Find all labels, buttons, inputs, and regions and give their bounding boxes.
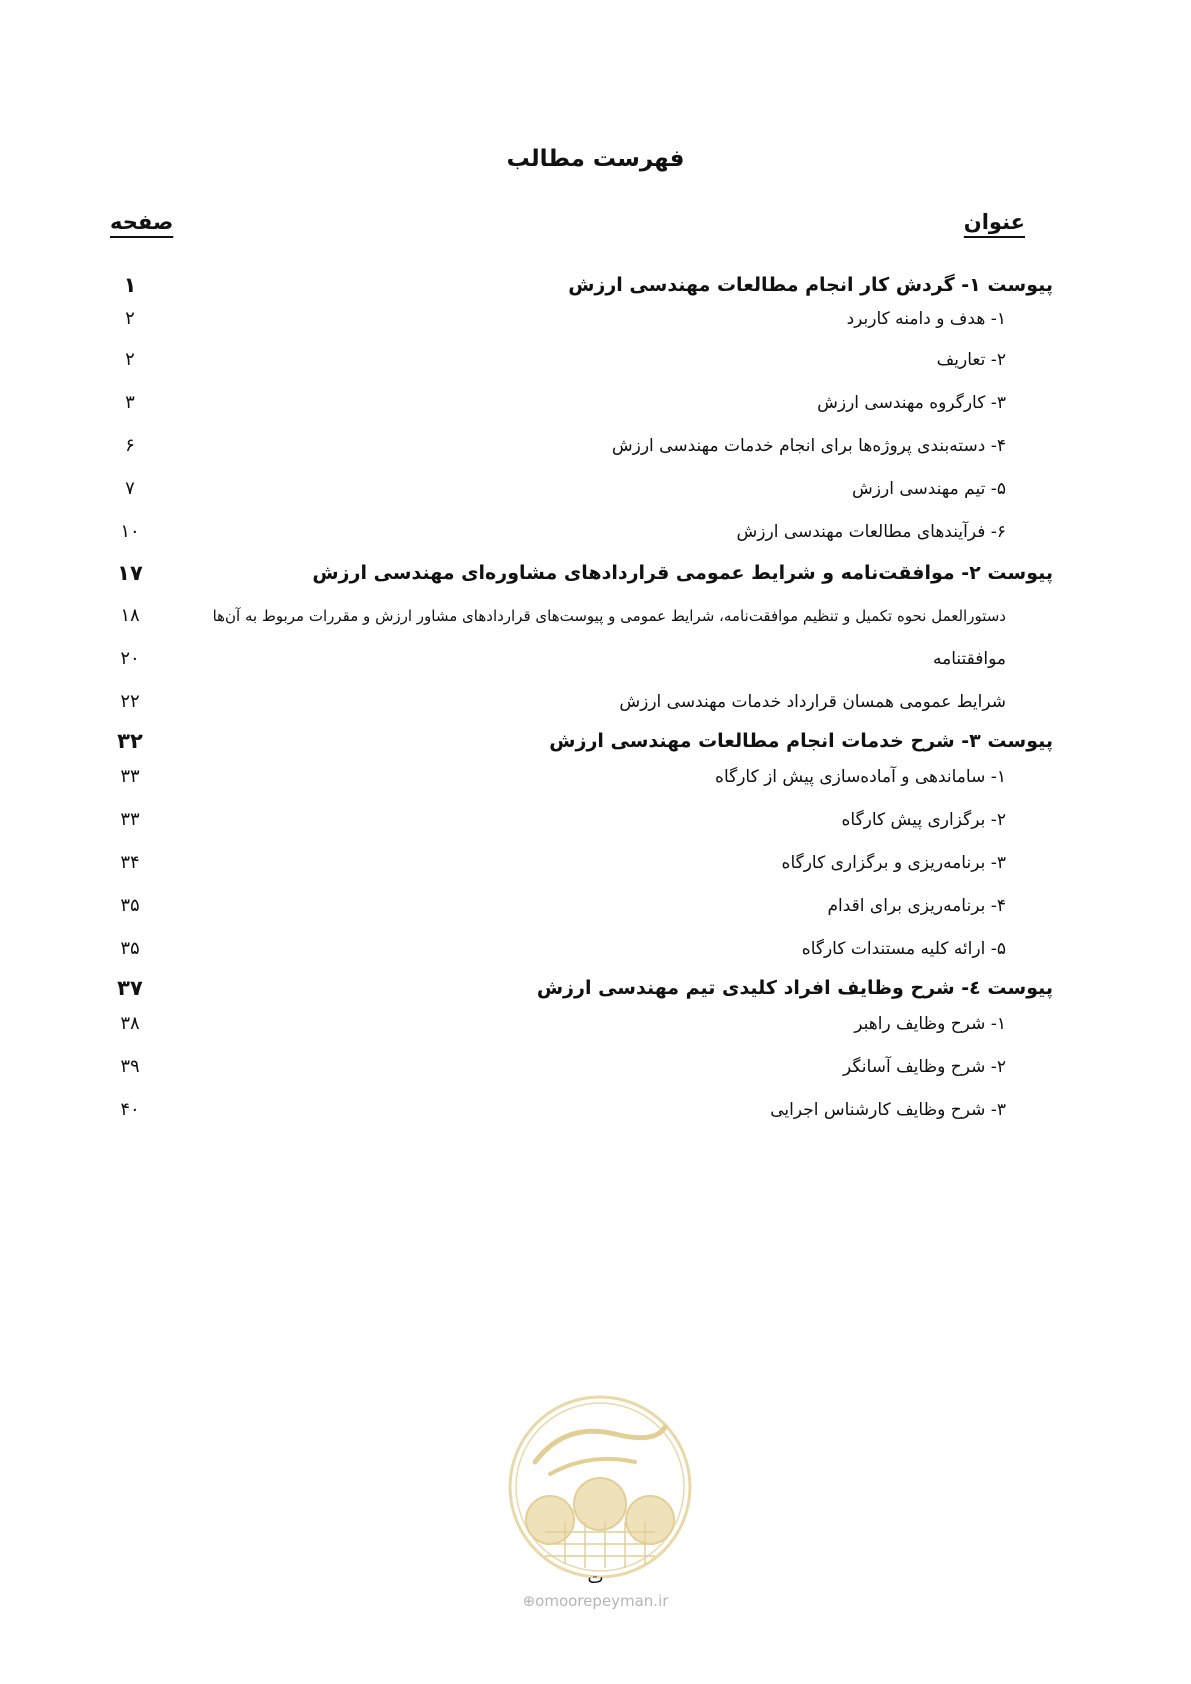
toc-entry[interactable] bbox=[0, 601, 1191, 631]
toc-entry-title: ۶- فرآیندهای مطالعات مهندسی ارزش bbox=[736, 522, 1006, 542]
toc-entry-title: ۴- دسته‌بندی پروژه‌ها برای انجام خدمات مهندسی ارزش bbox=[611, 436, 1006, 456]
toc-entry-page: ۳۴ bbox=[120, 852, 140, 873]
toc-entry-page: ۲۰ bbox=[120, 648, 140, 669]
toc-entry-title: پیوست ۲- موافقت‌نامه و شرایط عمومی قراردادهای مشاوره‌ای مهندسی ارزش bbox=[312, 562, 1053, 584]
toc-entry-page: ۳۳ bbox=[120, 766, 140, 787]
watermark-seal-icon bbox=[505, 1392, 695, 1582]
toc-entry-title: ۱- هدف و دامنه کاربرد bbox=[846, 309, 1006, 329]
toc-entry-page: ۳۸ bbox=[120, 1013, 140, 1034]
toc-entry-title: ۵- ارائه کلیه مستندات کارگاه bbox=[801, 939, 1006, 959]
toc-entry-page: ۲۲ bbox=[120, 691, 140, 712]
toc-entry[interactable] bbox=[0, 431, 1191, 461]
toc-entry[interactable] bbox=[0, 848, 1191, 878]
toc-entry-title: ۵- تیم مهندسی ارزش bbox=[852, 479, 1006, 499]
toc-entry-title: دستورالعمل نحوه تکمیل و تنظیم موافقت‌نامه، شرایط عمومی و پیوست‌های قراردادهای مشاور ارزش و مقررات مربوط به آن‌ها bbox=[212, 607, 1006, 625]
toc-entry-page: ۷ bbox=[125, 478, 135, 499]
toc-entry-title: ۲- برگزاری پیش کارگاه bbox=[841, 810, 1006, 830]
toc-entry-title: ۲- تعاریف bbox=[936, 350, 1006, 370]
toc-entry-title: پیوست ۳- شرح خدمات انجام مطالعات مهندسی ارزش bbox=[549, 730, 1053, 752]
toc-entry-title: ۳- برنامه‌ریزی و برگزاری کارگاه bbox=[781, 853, 1006, 873]
toc-entry[interactable] bbox=[0, 1052, 1191, 1082]
toc-entry-title: ۱- شرح وظایف راهبر bbox=[854, 1014, 1006, 1034]
toc-entry-title: ۳- کارگروه مهندسی ارزش bbox=[817, 393, 1006, 413]
toc-entry-title: ۳- شرح وظایف کارشناس اجرایی bbox=[770, 1100, 1006, 1120]
toc-entry-title: ۱- ساماندهی و آماده‌سازی پیش از کارگاه bbox=[715, 767, 1006, 787]
toc-entry[interactable] bbox=[0, 558, 1191, 588]
toc-entry-page: ۳۵ bbox=[120, 895, 140, 916]
toc-entry-page: ۳۹ bbox=[120, 1056, 140, 1077]
toc-entry-page: ۳۳ bbox=[120, 809, 140, 830]
toc-entry-page: ۶ bbox=[125, 435, 135, 456]
toc-entry[interactable] bbox=[0, 687, 1191, 717]
toc-entry[interactable] bbox=[0, 726, 1191, 756]
toc-entry[interactable] bbox=[0, 891, 1191, 921]
toc-entry-page: ۲ bbox=[125, 308, 135, 329]
toc-entry-page: ۱ bbox=[123, 273, 137, 297]
toc-entry[interactable] bbox=[0, 973, 1191, 1003]
toc-entry[interactable] bbox=[0, 345, 1191, 375]
page-title: فهرست مطالب bbox=[506, 146, 685, 172]
toc-entry[interactable] bbox=[0, 1095, 1191, 1125]
toc-entry-page: ۳۷ bbox=[117, 976, 143, 1000]
toc-entry-page: ۳ bbox=[125, 392, 135, 413]
toc-entry-title: ۴- برنامه‌ریزی برای اقدام bbox=[827, 896, 1006, 916]
toc-entry-page: ۴۰ bbox=[120, 1099, 140, 1120]
website-watermark bbox=[0, 1592, 1191, 1610]
toc-entry-page: ۱۰ bbox=[120, 521, 140, 542]
page-column-header: صفحه bbox=[110, 210, 174, 234]
toc-entry-page: ۲ bbox=[125, 349, 135, 370]
toc-entry-page: ۳۲ bbox=[117, 729, 143, 753]
toc-entry[interactable] bbox=[0, 762, 1191, 792]
toc-entry-title: شرایط عمومی همسان قرارداد خدمات مهندسی ارزش bbox=[619, 692, 1006, 712]
toc-entry[interactable] bbox=[0, 270, 1191, 300]
title-column-header: عنوان bbox=[963, 210, 1025, 234]
toc-entry[interactable] bbox=[0, 644, 1191, 674]
toc-entry-title: پیوست ٤- شرح وظایف افراد کلیدی تیم مهندسی ارزش bbox=[536, 977, 1053, 999]
toc-entry-title: موافقتنامه bbox=[933, 649, 1006, 669]
globe-icon: ⊕ bbox=[522, 1592, 536, 1610]
toc-entry-page: ۳۵ bbox=[120, 938, 140, 959]
website-text: omoorepeyman.ir bbox=[535, 1592, 669, 1610]
toc-entry-page: ۱۷ bbox=[117, 561, 143, 585]
toc-entry[interactable] bbox=[0, 1009, 1191, 1039]
toc-entry-page: ۱۸ bbox=[120, 605, 140, 626]
toc-entry[interactable] bbox=[0, 805, 1191, 835]
toc-entry-title: ۲- شرح وظایف آسانگر bbox=[843, 1057, 1006, 1077]
toc-entry[interactable] bbox=[0, 934, 1191, 964]
page-number-letter: ت bbox=[587, 1568, 604, 1588]
toc-entry[interactable] bbox=[0, 517, 1191, 547]
toc-entry[interactable] bbox=[0, 388, 1191, 418]
toc-entry-title: پیوست ۱- گردش کار انجام مطالعات مهندسی ارزش bbox=[568, 274, 1053, 296]
toc-entry[interactable] bbox=[0, 474, 1191, 504]
toc-entry[interactable] bbox=[0, 304, 1191, 334]
